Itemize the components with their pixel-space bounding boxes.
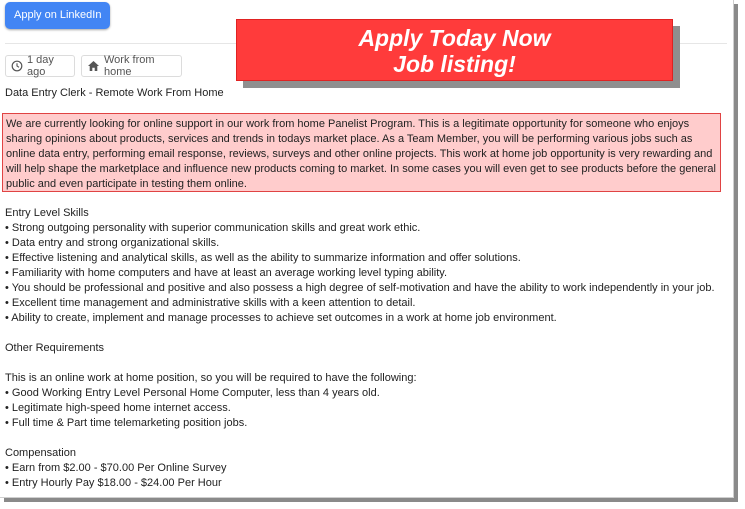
clock-icon <box>11 60 23 72</box>
skills-heading: Entry Level Skills <box>5 207 89 219</box>
posted-time-chip <box>5 55 75 77</box>
list-item: • Legitimate high-speed home internet access. <box>5 402 231 414</box>
list-item: • Full time & Part time telemarketing position jobs. <box>5 417 248 429</box>
list-item: • Effective listening and analytical skills, as well as the ability to summarize information and offer solutions. <box>5 252 521 264</box>
list-item: • Strong outgoing personality with superior communication skills and great work ethic. <box>5 222 421 234</box>
list-item: • Ability to create, implement and manage processes to achieve set outcomes in a work at home job environment. <box>5 312 557 324</box>
list-item: • Excellent time management and administrative skills with a keen attention to detail. <box>5 297 416 309</box>
requirements-heading: Other Requirements <box>5 342 105 354</box>
banner-line-1: Apply Today Now <box>358 25 551 51</box>
list-item: • Familiarity with home computers and have at least an average working level typing ability. <box>5 267 448 279</box>
list-item: • You should be professional and positive and also possess a high degree of self-motivation and have the ability to work independently in your job. <box>5 282 715 294</box>
list-item: • Entry Hourly Pay $18.00 - $24.00 Per Hour <box>5 477 222 489</box>
job-description <box>5 206 727 491</box>
apply-linkedin-button[interactable]: Apply on LinkedIn <box>5 2 110 29</box>
banner-line-2: Job listing! <box>393 51 516 77</box>
posted-time-label: 1 day ago <box>27 54 54 78</box>
list-item: • Earn from $2.00 - $70.00 Per Online Survey <box>5 462 227 474</box>
job-title: Data Entry Clerk - Remote Work From Home <box>5 87 224 99</box>
compensation-heading: Compensation <box>5 447 76 459</box>
job-intro-highlight: We are currently looking for online support in our work from home Panelist Program. This is a legitimate opportunity for someone who enjoys sharing opinions about products, services and trends in todays market place. As a Team Member, you will be performing various jobs such as online data entry, performing email response, reviews, surveys and other online projects. This work at home job opportunity is very rewarding and will help shape the marketplace and influence new products coming to market. In some cases you will even get to see products before the general public and even participate in testing them online. <box>2 113 721 192</box>
list-item: • Good Working Entry Level Personal Home Computer, less than 4 years old. <box>5 387 380 399</box>
requirements-intro: This is an online work at home position, so you will be required to have the following: <box>5 372 417 384</box>
location-label: Work from home <box>104 54 155 78</box>
home-icon <box>87 60 100 72</box>
location-chip <box>81 55 182 77</box>
list-item: • Data entry and strong organizational skills. <box>5 237 220 249</box>
apply-today-banner[interactable] <box>236 19 673 81</box>
